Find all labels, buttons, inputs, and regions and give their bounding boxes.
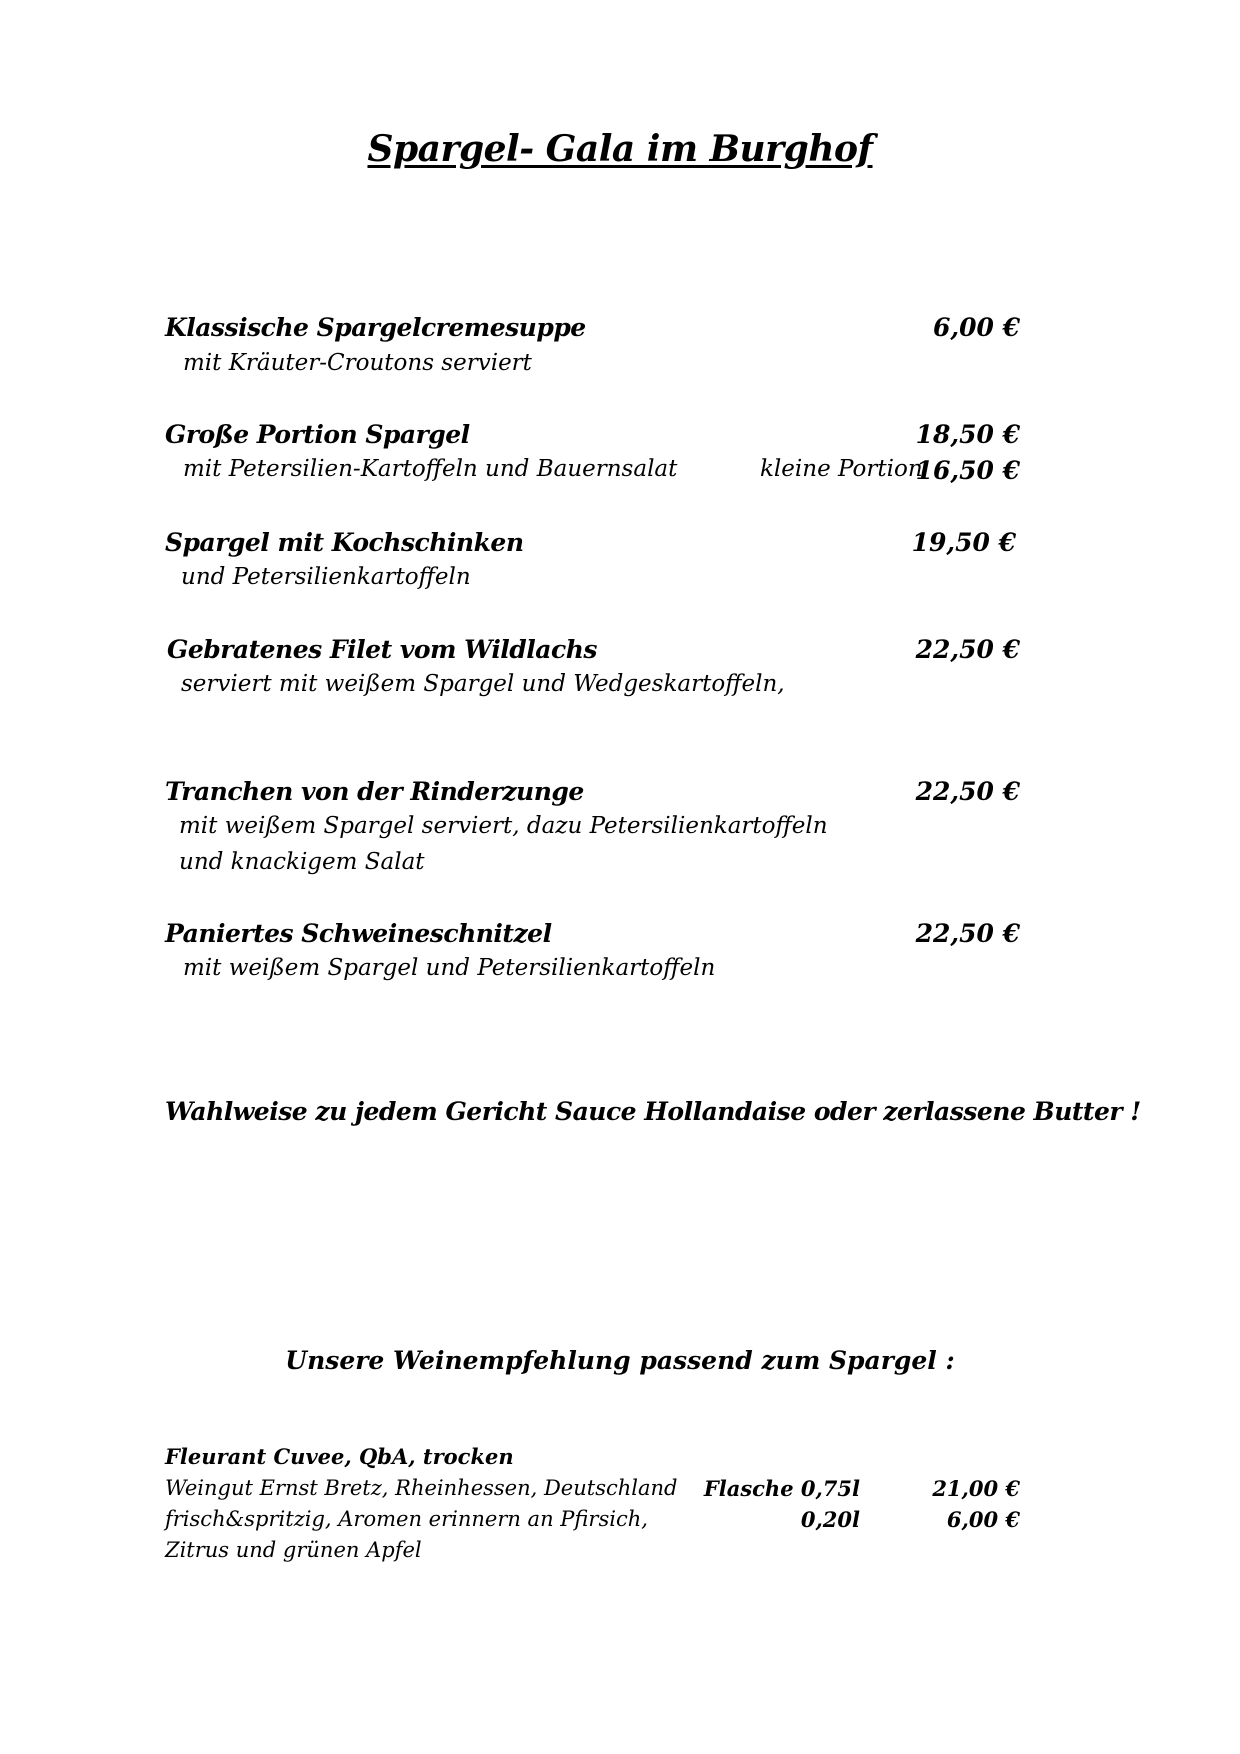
dish-price: 19,50 €: [911, 528, 1016, 557]
wine-glass-size: 0,20l: [800, 1507, 860, 1532]
dish-price: 22,50 €: [915, 919, 1020, 948]
dish-name: Spargel mit Kochschinken: [165, 528, 524, 557]
dish-name: Paniertes Schweineschnitzel: [165, 919, 552, 948]
dish-description: und knackigem Salat: [179, 849, 425, 875]
dish-name: Tranchen von der Rinderzunge: [165, 777, 584, 806]
wine-bottle-size: Flasche 0,75l: [703, 1476, 860, 1501]
wine-heading: Unsere Weinempfehlung passend zum Spargel :: [285, 1346, 955, 1375]
dish-price: 18,50 €: [915, 420, 1020, 449]
dish-description: mit weißem Spargel und Petersilienkartoffeln: [183, 955, 716, 981]
page-title: Spargel- Gala im Burghof: [367, 128, 873, 170]
dish-description: mit weißem Spargel serviert, dazu Petersilienkartoffeln: [179, 813, 828, 839]
wine-description: Zitrus und grünen Apfel: [165, 1538, 422, 1562]
wine-bottle-price: 21,00 €: [932, 1476, 1020, 1501]
dish-name: Klassische Spargelcremesuppe: [165, 313, 586, 342]
dish-price: 22,50 €: [915, 635, 1020, 664]
dish-description: und Petersilienkartoffeln: [181, 564, 471, 590]
wine-name: Fleurant Cuvee, QbA, trocken: [165, 1444, 514, 1469]
sauce-note: Wahlweise zu jedem Gericht Sauce Hollandaise oder zerlassene Butter !: [165, 1097, 1141, 1126]
dish-description: mit Kräuter-Croutons serviert: [183, 350, 532, 376]
dish-price: 6,00 €: [933, 313, 1020, 342]
dish-description: mit Petersilien-Kartoffeln und Bauernsalat: [183, 456, 678, 482]
dish-description: serviert mit weißem Spargel und Wedgeskartoffeln,: [181, 671, 785, 697]
small-portion-label: kleine Portion: [760, 456, 923, 482]
wine-glass-price: 6,00 €: [946, 1507, 1020, 1532]
small-portion-price: 16,50 €: [915, 456, 1020, 485]
wine-description: Weingut Ernst Bretz, Rheinhessen, Deutschland: [165, 1476, 678, 1500]
dish-price: 22,50 €: [915, 777, 1020, 806]
dish-name: Gebratenes Filet vom Wildlachs: [167, 635, 597, 664]
dish-name: Große Portion Spargel: [165, 420, 470, 449]
wine-description: frisch&spritzig, Aromen erinnern an Pfirsich,: [165, 1507, 648, 1531]
